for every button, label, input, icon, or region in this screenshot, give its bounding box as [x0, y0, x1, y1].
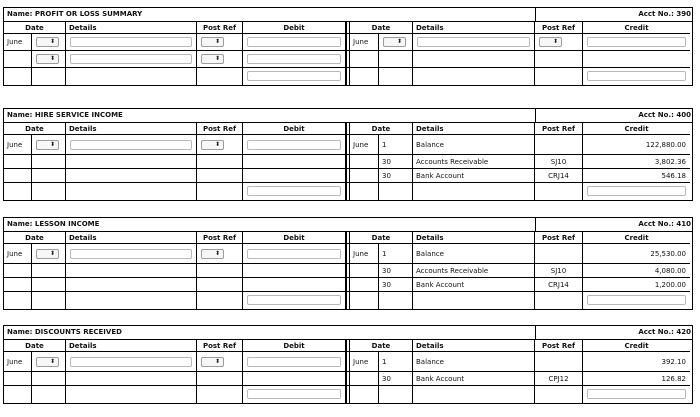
credit-details: Balance	[413, 244, 535, 264]
debit-total-input[interactable]	[247, 389, 341, 399]
empty-cell	[535, 183, 583, 200]
debit-total-cell	[243, 292, 346, 309]
empty-cell	[379, 386, 413, 403]
credit-header: Credit	[583, 232, 690, 244]
debit-day-cell	[32, 244, 66, 264]
debit-post-ref-cell	[197, 51, 243, 68]
empty-cell	[4, 169, 32, 183]
debit-month: June	[4, 244, 32, 264]
empty-cell	[535, 51, 583, 68]
empty-cell	[197, 169, 243, 183]
empty-cell	[413, 51, 535, 68]
credit-day: 1	[379, 244, 413, 264]
debit-day-cell	[32, 352, 66, 372]
credit-total-cell	[583, 68, 690, 85]
empty-cell	[243, 264, 346, 278]
credit-total-cell	[583, 292, 690, 309]
credit-amount: 25,530.00	[583, 244, 690, 264]
empty-cell	[379, 51, 413, 68]
credit-day: 1	[379, 135, 413, 155]
post-ref-header: Post Ref	[535, 123, 583, 135]
empty-cell	[32, 292, 66, 309]
empty-cell	[350, 169, 379, 183]
empty-cell	[379, 183, 413, 200]
post-ref-header: Post Ref	[197, 123, 243, 135]
select-arrows-icon: ⬍	[214, 55, 220, 62]
debit-total-cell	[243, 68, 346, 85]
debit-day-select[interactable]	[36, 37, 59, 47]
post-ref-header: Post Ref	[535, 340, 583, 352]
debit-header: Debit	[243, 123, 346, 135]
empty-cell	[32, 372, 66, 386]
debit-month: June	[4, 352, 32, 372]
details-header: Details	[413, 340, 535, 352]
ledger-name: Name: HIRE SERVICE INCOME	[7, 111, 123, 119]
select-arrows-icon: ⬍	[49, 358, 55, 365]
credit-day: 30	[379, 155, 413, 169]
ledger-name: Name: PROFIT OR LOSS SUMMARY	[7, 10, 143, 18]
credit-post-ref: CPJ12	[535, 372, 583, 386]
credit-amount: 392.10	[583, 352, 690, 372]
credit-header: Credit	[583, 22, 690, 34]
empty-cell	[66, 68, 197, 85]
empty-cell	[535, 292, 583, 309]
empty-cell	[66, 292, 197, 309]
empty-cell	[243, 372, 346, 386]
empty-cell	[66, 278, 197, 292]
debit-amount-input[interactable]	[247, 54, 341, 64]
empty-cell	[413, 68, 535, 85]
ledger-name: Name: LESSON INCOME	[7, 220, 100, 228]
empty-cell	[350, 278, 379, 292]
debit-details-input[interactable]	[70, 249, 192, 259]
credit-details-cell	[413, 34, 535, 51]
empty-cell	[66, 169, 197, 183]
empty-cell	[350, 372, 379, 386]
select-arrows-icon: ⬍	[214, 250, 220, 257]
credit-details: Balance	[413, 135, 535, 155]
account-number: Acct No.: 400	[535, 109, 694, 122]
debit-day-select[interactable]	[36, 140, 59, 150]
post-ref-header: Post Ref	[197, 232, 243, 244]
debit-details-input[interactable]	[70, 37, 192, 47]
credit-month: June	[350, 352, 379, 372]
empty-cell	[4, 264, 32, 278]
debit-amount-input[interactable]	[247, 140, 341, 150]
empty-cell	[32, 155, 66, 169]
credit-post-ref: SJ10	[535, 264, 583, 278]
date-header: Date	[350, 22, 413, 34]
debit-header: Debit	[243, 22, 346, 34]
empty-cell	[4, 372, 32, 386]
empty-cell	[350, 264, 379, 278]
empty-cell	[350, 386, 379, 403]
empty-cell	[66, 183, 197, 200]
select-arrows-icon: ⬍	[49, 141, 55, 148]
empty-cell	[4, 51, 32, 68]
ledger-lesson-income	[3, 217, 693, 310]
debit-post-ref-cell	[197, 244, 243, 264]
credit-total-input[interactable]	[587, 295, 686, 305]
empty-cell	[66, 155, 197, 169]
debit-day-select[interactable]	[36, 249, 59, 259]
debit-details-cell	[66, 34, 197, 51]
debit-header: Debit	[243, 340, 346, 352]
debit-day-select[interactable]	[36, 357, 59, 367]
details-header: Details	[66, 123, 197, 135]
empty-cell	[243, 155, 346, 169]
debit-month: June	[4, 34, 32, 51]
credit-post-ref: SJ10	[535, 155, 583, 169]
empty-cell	[66, 264, 197, 278]
credit-total-input[interactable]	[587, 186, 686, 196]
details-header: Details	[66, 340, 197, 352]
credit-details: Accounts Receivable	[413, 155, 535, 169]
debit-post-ref-select[interactable]	[201, 357, 224, 367]
date-header: Date	[4, 232, 66, 244]
debit-amount-cell	[243, 51, 346, 68]
credit-details: Accounts Receivable	[413, 264, 535, 278]
credit-post-ref	[535, 352, 583, 372]
empty-cell	[350, 183, 379, 200]
empty-cell	[350, 155, 379, 169]
credit-header: Credit	[583, 123, 690, 135]
credit-amount: 126.82	[583, 372, 690, 386]
debit-post-ref-select[interactable]	[201, 37, 224, 47]
debit-amount-input[interactable]	[247, 37, 341, 47]
empty-cell	[413, 292, 535, 309]
credit-post-ref: CRJ14	[535, 169, 583, 183]
date-header: Date	[350, 123, 413, 135]
credit-post-ref-select[interactable]	[539, 37, 562, 47]
debit-amount-cell	[243, 34, 346, 51]
empty-cell	[4, 278, 32, 292]
debit-month: June	[4, 135, 32, 155]
credit-details: Bank Account	[413, 372, 535, 386]
select-arrows-icon: ⬍	[49, 38, 55, 45]
credit-details-input[interactable]	[417, 37, 530, 47]
account-number: Acct No.: 420	[535, 326, 694, 339]
credit-day: 30	[379, 278, 413, 292]
empty-cell	[4, 183, 32, 200]
post-ref-header: Post Ref	[197, 340, 243, 352]
empty-cell	[197, 386, 243, 403]
empty-cell	[32, 169, 66, 183]
debit-details-cell	[66, 51, 197, 68]
empty-cell	[32, 386, 66, 403]
post-ref-header: Post Ref	[535, 22, 583, 34]
debit-details-input[interactable]	[70, 54, 192, 64]
ledger-name: Name: DISCOUNTS RECEIVED	[7, 328, 122, 336]
empty-cell	[350, 292, 379, 309]
debit-amount-cell	[243, 352, 346, 372]
debit-amount-cell	[243, 135, 346, 155]
ledger-discounts-received	[3, 325, 693, 404]
date-header: Date	[4, 22, 66, 34]
credit-total-input[interactable]	[587, 389, 686, 399]
debit-total-input[interactable]	[247, 186, 341, 196]
details-header: Details	[66, 232, 197, 244]
debit-header: Debit	[243, 232, 346, 244]
empty-cell	[350, 68, 379, 85]
debit-amount-input[interactable]	[247, 249, 341, 259]
debit-day-cell	[32, 135, 66, 155]
debit-details-input[interactable]	[70, 140, 192, 150]
select-arrows-icon: ⬍	[214, 38, 220, 45]
empty-cell	[413, 386, 535, 403]
empty-cell	[197, 155, 243, 169]
debit-amount-cell	[243, 244, 346, 264]
empty-cell	[32, 68, 66, 85]
date-header: Date	[350, 340, 413, 352]
debit-details-cell	[66, 135, 197, 155]
empty-cell	[535, 386, 583, 403]
credit-total-cell	[583, 386, 690, 403]
empty-cell	[379, 68, 413, 85]
post-ref-header: Post Ref	[197, 22, 243, 34]
credit-day-cell	[379, 34, 413, 51]
empty-cell	[4, 292, 32, 309]
empty-cell	[243, 278, 346, 292]
debit-details-cell	[66, 244, 197, 264]
select-arrows-icon: ⬍	[49, 55, 55, 62]
debit-details-input[interactable]	[70, 357, 192, 367]
empty-cell	[535, 68, 583, 85]
credit-total-cell	[583, 183, 690, 200]
debit-post-ref-select[interactable]	[201, 140, 224, 150]
empty-cell	[197, 292, 243, 309]
credit-day: 1	[379, 352, 413, 372]
debit-total-input[interactable]	[247, 71, 341, 81]
details-header: Details	[66, 22, 197, 34]
credit-details: Balance	[413, 352, 535, 372]
empty-cell	[350, 51, 379, 68]
select-arrows-icon: ⬍	[214, 141, 220, 148]
date-header: Date	[350, 232, 413, 244]
details-header: Details	[413, 123, 535, 135]
date-header: Date	[4, 123, 66, 135]
debit-day-select[interactable]	[36, 54, 59, 64]
debit-post-ref-select[interactable]	[201, 54, 224, 64]
debit-details-cell	[66, 352, 197, 372]
select-arrows-icon: ⬍	[396, 38, 402, 45]
empty-cell	[197, 278, 243, 292]
empty-cell	[197, 183, 243, 200]
empty-cell	[379, 292, 413, 309]
empty-cell	[66, 372, 197, 386]
empty-cell	[413, 183, 535, 200]
empty-cell	[197, 264, 243, 278]
empty-cell	[197, 68, 243, 85]
empty-cell	[4, 68, 32, 85]
empty-cell	[66, 386, 197, 403]
empty-cell	[197, 372, 243, 386]
credit-amount: 4,080.00	[583, 264, 690, 278]
account-number: Acct No.: 410	[535, 218, 694, 231]
empty-cell	[583, 51, 690, 68]
credit-amount: 122,880.00	[583, 135, 690, 155]
details-header: Details	[413, 232, 535, 244]
credit-post-ref	[535, 135, 583, 155]
account-number: Acct No.: 390	[535, 8, 694, 21]
post-ref-header: Post Ref	[535, 232, 583, 244]
credit-amount-input[interactable]	[587, 37, 686, 47]
debit-post-ref-cell	[197, 135, 243, 155]
credit-details: Bank Account	[413, 278, 535, 292]
empty-cell	[32, 264, 66, 278]
credit-amount: 3,802.36	[583, 155, 690, 169]
empty-cell	[243, 169, 346, 183]
credit-day-select[interactable]	[383, 37, 406, 47]
credit-amount-cell	[583, 34, 690, 51]
credit-month: June	[350, 135, 379, 155]
select-arrows-icon: ⬍	[214, 358, 220, 365]
ledger-profit-or-loss-summary	[3, 7, 693, 86]
credit-post-ref	[535, 244, 583, 264]
select-arrows-icon: ⬍	[49, 250, 55, 257]
empty-cell	[4, 386, 32, 403]
debit-day-cell	[32, 34, 66, 51]
select-arrows-icon: ⬍	[552, 38, 558, 45]
credit-month: June	[350, 244, 379, 264]
details-header: Details	[413, 22, 535, 34]
credit-month: June	[350, 34, 379, 51]
empty-cell	[32, 183, 66, 200]
debit-post-ref-cell	[197, 352, 243, 372]
debit-total-cell	[243, 386, 346, 403]
credit-post-ref-cell	[535, 34, 583, 51]
debit-post-ref-select[interactable]	[201, 249, 224, 259]
debit-total-cell	[243, 183, 346, 200]
credit-post-ref: CRJ14	[535, 278, 583, 292]
credit-amount: 546.18	[583, 169, 690, 183]
debit-day-cell	[32, 51, 66, 68]
credit-details: Bank Account	[413, 169, 535, 183]
empty-cell	[4, 155, 32, 169]
credit-amount: 1,200.00	[583, 278, 690, 292]
credit-day: 30	[379, 264, 413, 278]
empty-cell	[32, 278, 66, 292]
ledger-hire-service-income	[3, 108, 693, 201]
credit-day: 30	[379, 372, 413, 386]
debit-total-input[interactable]	[247, 295, 341, 305]
credit-total-input[interactable]	[587, 71, 686, 81]
debit-post-ref-cell	[197, 34, 243, 51]
credit-day: 30	[379, 169, 413, 183]
debit-amount-input[interactable]	[247, 357, 341, 367]
date-header: Date	[4, 340, 66, 352]
credit-header: Credit	[583, 340, 690, 352]
